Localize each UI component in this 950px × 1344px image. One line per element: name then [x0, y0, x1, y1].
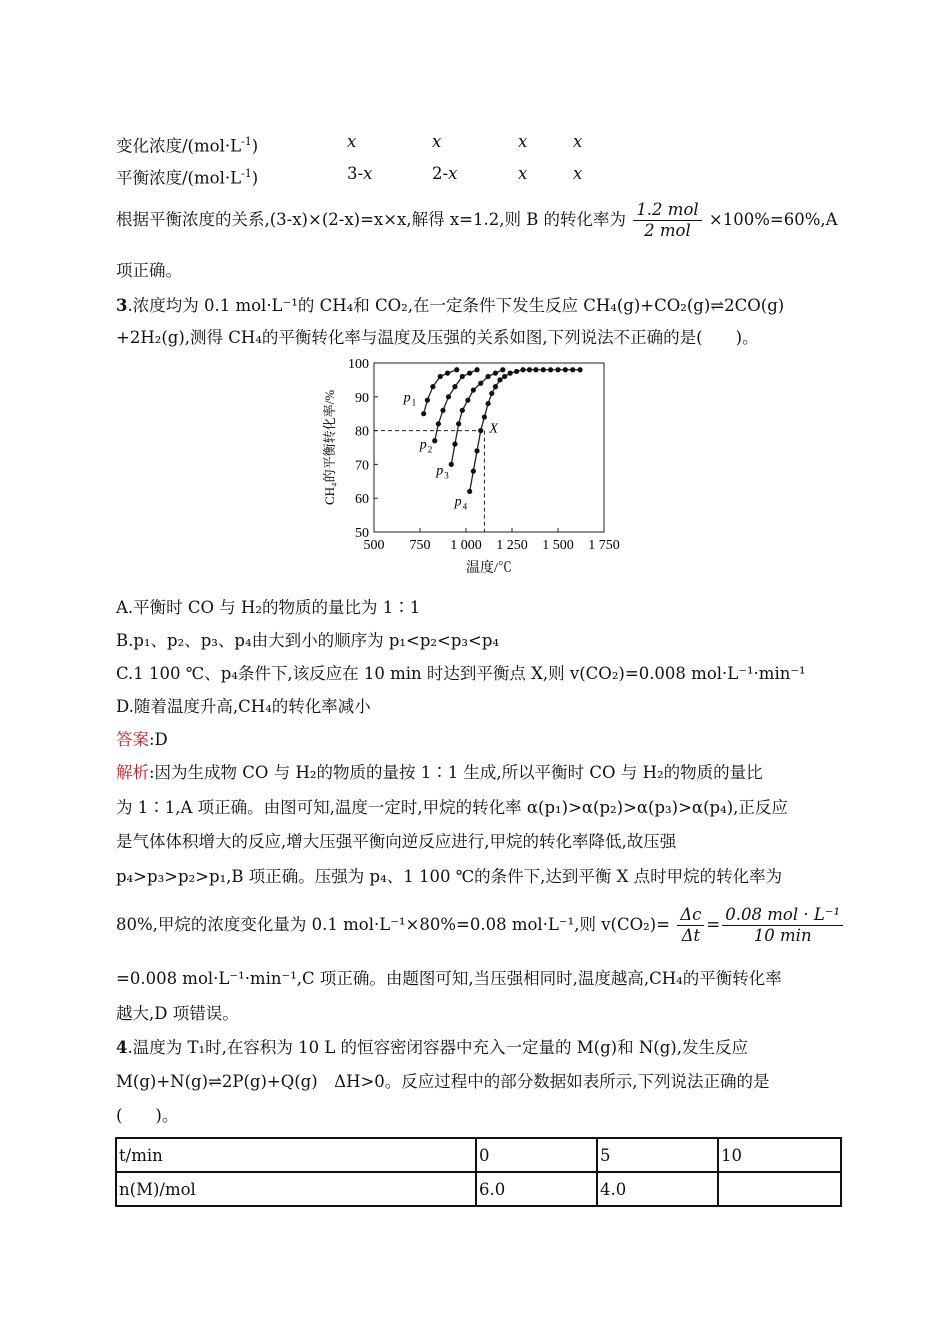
series-label-sub-p1: 1 [411, 397, 417, 408]
data-point-p2 [446, 394, 451, 399]
analysis-line2: 为 1∶1,A 项正确。由图可知,温度一定时,甲烷的转化率 α(p₁)>α(p₂)>α(p₃)>α(p₄),正反应 [116, 798, 788, 817]
x-axis-label: 温度/℃ [466, 561, 512, 576]
data-point-p4 [533, 367, 538, 372]
data-point-p2 [440, 408, 445, 413]
fraction-rate: $\frac{\text{0.08 mol · L⁻¹}}{10 \min}$ [722, 905, 843, 946]
plot-frame [374, 363, 604, 532]
fraction-delta: $\frac{\Delta c}{\Delta t}$ [677, 905, 704, 946]
data-point-p4 [527, 367, 532, 372]
option-a: A.平衡时 CO 与 H₂的物质的量比为 1∶1 [116, 598, 421, 617]
fraction: $\frac{\text{1.2 mol}}{\text{2 mol}}$ [633, 200, 701, 241]
row2-c2: 2-x [432, 164, 458, 183]
data-point-p3 [485, 374, 490, 379]
data-point-p1 [425, 398, 430, 403]
row1-c3: x [518, 132, 528, 151]
data-point-p2 [467, 371, 472, 376]
data-point-p1 [430, 384, 435, 389]
q3-line2: +2H₂(g),测得 CH₄的平衡转化率与温度及压强的关系如图,下列说法不正确的是( )。 [116, 328, 759, 347]
data-point-p3 [500, 367, 505, 372]
x-tick-label: 1 500 [542, 538, 574, 553]
data-point-p3 [478, 381, 483, 386]
row2-label: 平衡浓度$/(mol\cdot L^{-1})$ [116, 167, 259, 188]
data-point-p4 [577, 367, 582, 372]
data-point-p4 [520, 367, 525, 372]
data-point-p1 [438, 374, 443, 379]
option-b: B.p₁、p₂、p₃、p₄由大到小的顺序为 p₁<p₂<p₃<p₄ [116, 631, 500, 650]
analysis-line1: 解析:因为生成物 CO 与 H₂的物质的量按 1∶1 生成,所以平衡时 CO 与 H₂的物质的量比 [116, 763, 763, 782]
table-cell: 10 [718, 1138, 841, 1172]
data-point-p4 [541, 367, 546, 372]
row2-c3: x [518, 164, 528, 183]
series-label-p1: p [403, 390, 411, 406]
answer: 答案:D [116, 730, 168, 749]
data-table [115, 1137, 842, 1207]
series-line-p2 [435, 370, 477, 441]
row2-c1: 3-x [347, 164, 373, 183]
data-point-p3 [465, 398, 470, 403]
data-point-p2 [452, 384, 457, 389]
table-cell: 4.0 [597, 1172, 718, 1206]
y-axis-label: CH₄的平衡转化率/% [322, 389, 337, 506]
data-point-p4 [570, 367, 575, 372]
y-tick-label: 50 [355, 526, 369, 541]
data-point-p4 [474, 448, 479, 453]
table-cell: n(M)/mol [116, 1172, 476, 1206]
y-tick-label: 80 [355, 424, 369, 440]
para1-line2: 项正确。 [116, 261, 182, 280]
data-point-p2 [436, 421, 441, 426]
data-point-p3 [449, 462, 454, 467]
data-point-p4 [489, 391, 494, 396]
data-point-p4 [485, 401, 490, 406]
x-tick-label: 750 [409, 538, 431, 553]
data-point-p3 [452, 442, 457, 447]
analysis-line3: 是气体体积增大的反应,增大压强平衡向逆反应进行,甲烷的转化率降低,故压强 [116, 832, 677, 851]
data-point-p4 [502, 374, 507, 379]
row1-c4: x [573, 132, 583, 151]
option-d: D.随着温度升高,CH₄的转化率减小 [116, 697, 371, 716]
table-cell: 5 [597, 1138, 718, 1172]
q4-line1: 4.温度为 T₁时,在容积为 10 L 的恒容密闭容器中充入一定量的 M(g)和 N(g),发生反应 [116, 1038, 748, 1057]
series-label-sub-p2: 2 [427, 444, 433, 455]
y-tick-label: 90 [355, 390, 369, 406]
data-point-p4 [471, 469, 476, 474]
analysis-line4: p₄>p₃>p₂>p₁,B 项正确。压强为 p₄、1 100 ℃的条件下,达到平衡 X 点时甲烷的转化率为 [116, 867, 783, 886]
table-row [116, 1138, 841, 1172]
series-label-p4: p [454, 494, 462, 510]
data-point-p4 [514, 369, 519, 374]
q4-line3: ( )。 [116, 1106, 179, 1125]
row1-c1: x [347, 132, 357, 151]
data-point-p1 [445, 371, 450, 376]
data-point-p1 [421, 411, 426, 416]
data-point-p4 [563, 367, 568, 372]
conversion-chart [318, 350, 638, 580]
annotation-x-label: X [489, 421, 498, 437]
analysis-line5: 80%,甲烷的浓度变化量为 0.1 mol·L⁻¹×80%=0.08 mol·L⁻¹,则 v(CO₂)= $\frac{\Delta c}{\Delta t}$ = $\frac{\text{0.08 mol · L⁻¹}}{10 \min}$ [116, 905, 845, 946]
data-point-p4 [548, 367, 553, 372]
data-point-p3 [460, 408, 465, 413]
para1-line1: 根据平衡浓度的关系,(3-x)×(2-x)=x×x,解得 x=1.2,则 B 的转化率为 $\frac{\text{1.2 mol}}{\text{2 mol}}$ ×100%=60%,A [116, 200, 838, 240]
x-tick-label: 500 [363, 538, 385, 553]
table-cell: t/min [116, 1138, 476, 1172]
table-cell: 0 [476, 1138, 597, 1172]
data-point-p1 [454, 367, 459, 372]
data-point-p4 [493, 384, 498, 389]
data-point-p2 [460, 374, 465, 379]
y-tick-label: 100 [348, 357, 369, 372]
analysis-line6: =0.008 mol·L⁻¹·min⁻¹,C 项正确。由题图可知,当压强相同时,温度越高,CH₄的平衡转化率 [116, 969, 782, 988]
row2-c4: x [573, 164, 583, 183]
q4-line2: M(g)+N(g)⇌2P(g)+Q(g) ΔH>0。反应过程中的部分数据如表所示,下列说法正确的是 [116, 1072, 770, 1091]
row1-c2: x [432, 132, 442, 151]
data-point-p2 [474, 367, 479, 372]
data-point-p4 [508, 371, 513, 376]
data-point-p3 [493, 371, 498, 376]
data-point-p4 [482, 414, 487, 419]
series-label-p3: p [436, 463, 444, 479]
y-tick-label: 60 [355, 492, 369, 508]
table-cell [718, 1172, 841, 1206]
data-point-p4 [497, 377, 502, 382]
data-point-p4 [478, 428, 483, 433]
row1-label: 变化浓度$/(mol\cdot L^{-1})$ [116, 135, 259, 156]
x-tick-label: 1 750 [588, 538, 620, 553]
data-point-p3 [471, 387, 476, 392]
data-point-p2 [432, 438, 437, 443]
table-row [116, 1172, 841, 1206]
data-point-p4 [467, 489, 472, 494]
series-label-sub-p4: 4 [462, 501, 468, 512]
option-c: C.1 100 ℃、p₄条件下,该反应在 10 min 时达到平衡点 X,则 v(CO₂)=0.008 mol·L⁻¹·min⁻¹ [116, 664, 806, 683]
series-label-p2: p [419, 437, 427, 453]
x-tick-label: 1 250 [496, 538, 528, 553]
analysis-line7: 越大,D 项错误。 [116, 1004, 239, 1023]
data-point-p3 [456, 421, 461, 426]
series-label-sub-p3: 3 [444, 470, 449, 481]
y-tick-label: 70 [355, 458, 369, 474]
table-cell: 6.0 [476, 1172, 597, 1206]
data-point-p4 [555, 367, 560, 372]
x-tick-label: 1 000 [450, 538, 482, 553]
series-line-p4 [470, 370, 580, 492]
q3-line1: 3.浓度均为 0.1 mol·L⁻¹的 CH₄和 CO₂,在一定条件下发生反应 CH₄(g)+CO₂(g)⇌2CO(g) [116, 296, 785, 315]
